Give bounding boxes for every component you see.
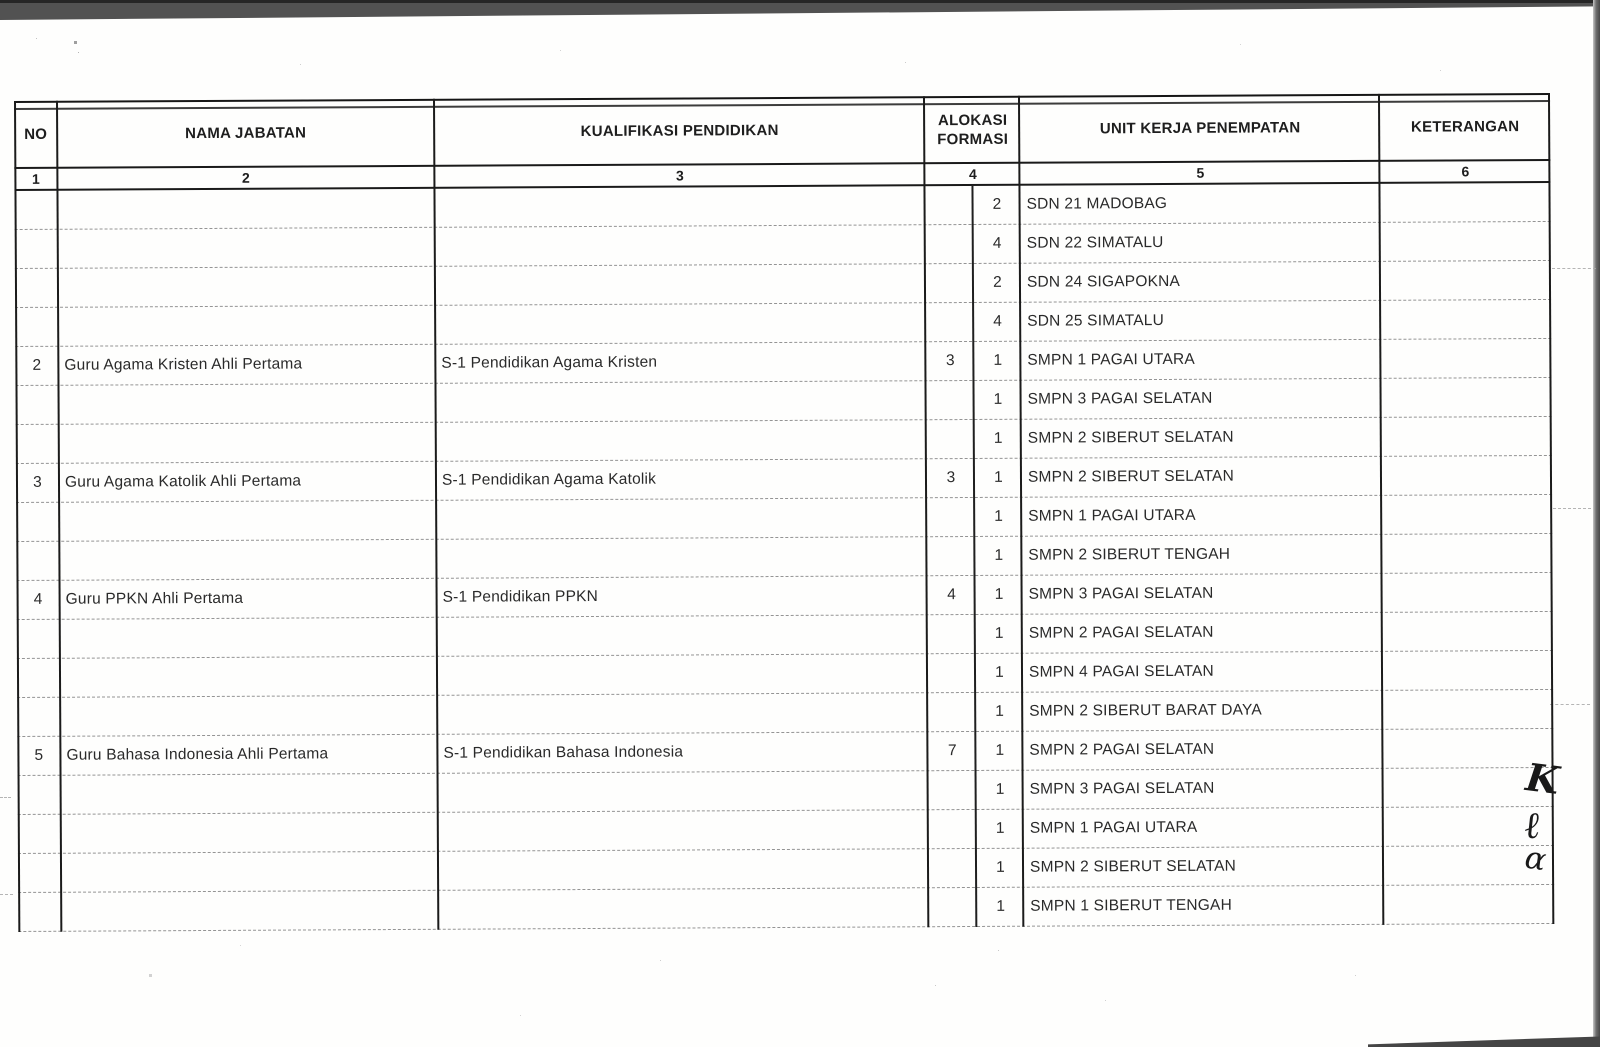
nama-jabatan-cell	[58, 267, 435, 307]
keterangan-cell	[1383, 651, 1553, 690]
nama-jabatan-cell	[58, 228, 435, 268]
unit-count-cell: 1	[994, 468, 1003, 486]
kualifikasi-cell	[437, 615, 928, 656]
kualifikasi-cell	[435, 225, 926, 266]
unit-kerja-cell: SMPN 3 PAGAI SELATAN	[1029, 779, 1215, 798]
kualifikasi-cell: S-1 Pendidikan PPKN	[442, 587, 599, 606]
alokasi-total-cell	[927, 420, 975, 458]
unit-kerja-cell: SMPN 1 SIBERUT TENGAH	[1030, 896, 1233, 915]
unit-kerja-cell: SMPN 2 PAGAI SELATAN	[1028, 623, 1214, 642]
nama-jabatan-cell: Guru Agama Kristen Ahli Pertama	[64, 355, 303, 374]
scanner-edge-right	[1593, 0, 1600, 1047]
unit-kerja-cell: SMPN 2 SIBERUT SELATAN	[1027, 467, 1234, 486]
column-number: 5	[1196, 164, 1205, 181]
unit-count-cell: 1	[994, 624, 1004, 642]
unit-count-cell: 1	[995, 780, 1005, 798]
alokasi-total-cell	[926, 303, 974, 341]
unit-count-cell: 2	[992, 273, 1002, 291]
no-cell	[18, 893, 61, 931]
no-cell	[18, 854, 61, 892]
keterangan-cell	[1382, 456, 1552, 495]
nama-jabatan-cell: Guru Agama Katolik Ahli Pertama	[64, 472, 302, 491]
unit-count-cell: 1	[994, 585, 1004, 603]
kualifikasi-cell	[434, 186, 925, 227]
no-cell	[18, 815, 61, 853]
no-cell	[16, 425, 59, 463]
scan-dash-artifact	[1552, 268, 1596, 269]
column-number: 1	[31, 170, 40, 187]
unit-count-cell: 4	[993, 312, 1003, 330]
no-cell	[14, 191, 57, 229]
unit-count-cell: 1	[995, 702, 1005, 720]
keterangan-cell	[1380, 183, 1550, 222]
alokasi-total-cell	[926, 225, 974, 263]
unit-kerja-cell: SMPN 1 PAGAI UTARA	[1029, 818, 1198, 837]
alokasi-total-cell	[927, 537, 975, 575]
unit-kerja-cell: SMPN 1 PAGAI UTARA	[1028, 506, 1196, 525]
unit-count-cell: 1	[995, 819, 1005, 837]
no-cell: 4	[33, 590, 43, 608]
kualifikasi-cell	[438, 849, 929, 890]
unit-kerja-cell: SMPN 2 SIBERUT BARAT DAYA	[1029, 701, 1262, 720]
alokasi-total-cell	[929, 888, 977, 926]
alokasi-total-cell	[929, 849, 977, 887]
keterangan-cell	[1382, 417, 1552, 456]
keterangan-cell	[1382, 573, 1552, 612]
kualifikasi-cell	[435, 303, 926, 344]
keterangan-cell	[1382, 495, 1552, 534]
nama-jabatan-cell	[61, 813, 438, 853]
unit-count-cell: 2	[992, 195, 1002, 213]
column-header: KETERANGAN	[1410, 118, 1520, 136]
scanner-edge-bottom-right	[1368, 1035, 1600, 1047]
no-cell: 3	[33, 473, 42, 491]
unit-kerja-cell: SMPN 2 SIBERUT TENGAH	[1028, 545, 1231, 564]
alokasi-total-cell: 3	[946, 469, 956, 487]
scan-dash-artifact	[1550, 704, 1590, 705]
kualifikasi-cell: S-1 Pendidikan Agama Katolik	[441, 470, 657, 489]
unit-count-cell: 1	[993, 390, 1003, 408]
unit-kerja-cell: SMPN 2 PAGAI SELATAN	[1029, 740, 1215, 759]
unit-count-cell: 1	[996, 858, 1005, 876]
keterangan-cell	[1381, 378, 1551, 417]
kualifikasi-cell	[435, 264, 926, 305]
alokasi-total-cell	[928, 693, 976, 731]
column-number: 4	[968, 165, 977, 183]
no-cell	[16, 542, 59, 580]
column-number: 6	[1461, 163, 1470, 180]
column-number: 2	[241, 169, 250, 186]
column-header: ALOKASI FORMASI	[937, 111, 1009, 149]
nama-jabatan-cell	[57, 189, 434, 229]
handwritten-initial-3: α	[1522, 839, 1549, 879]
unit-kerja-cell: SMPN 2 SIBERUT SELATAN	[1027, 428, 1234, 447]
table-body	[14, 183, 1554, 932]
alokasi-total-cell	[925, 186, 973, 224]
scan-dash-artifact	[1553, 508, 1591, 509]
nama-jabatan-cell	[58, 384, 435, 424]
nama-jabatan-cell	[60, 696, 437, 736]
no-cell	[18, 776, 61, 814]
keterangan-cell	[1381, 300, 1551, 339]
handwritten-initial-1: K	[1523, 754, 1562, 803]
unit-count-cell: 4	[992, 234, 1002, 252]
kualifikasi-cell	[436, 420, 927, 461]
nama-jabatan-cell	[59, 423, 436, 463]
alokasi-total-cell	[928, 615, 976, 653]
column-number: 3	[675, 167, 684, 184]
nama-jabatan-cell: Guru Bahasa Indonesia Ahli Pertama	[66, 745, 329, 764]
alokasi-total-cell	[928, 654, 976, 692]
alokasi-total-cell: 3	[945, 352, 955, 370]
kualifikasi-cell	[437, 654, 928, 695]
kualifikasi-cell	[435, 381, 926, 422]
keterangan-cell	[1382, 534, 1552, 573]
kualifikasi-cell	[438, 810, 929, 851]
unit-kerja-cell: SMPN 4 PAGAI SELATAN	[1028, 662, 1214, 681]
unit-kerja-cell: SMPN 3 PAGAI SELATAN	[1027, 389, 1213, 408]
unit-kerja-cell: SDN 21 MADOBAG	[1026, 194, 1168, 213]
nama-jabatan-cell	[60, 657, 437, 697]
alokasi-total-cell	[929, 810, 977, 848]
scan-noise-speckles	[0, 0, 1, 1]
kualifikasi-cell: S-1 Pendidikan Bahasa Indonesia	[443, 743, 684, 762]
nama-jabatan-cell	[61, 852, 438, 892]
nama-jabatan-cell	[60, 618, 437, 658]
keterangan-cell	[1383, 612, 1553, 651]
kualifikasi-cell	[438, 771, 929, 812]
unit-count-cell: 1	[993, 429, 1003, 447]
nama-jabatan-cell	[59, 540, 436, 580]
nama-jabatan-cell	[58, 306, 435, 346]
no-cell	[15, 308, 58, 346]
scanner-edge-top	[0, 0, 1600, 20]
alokasi-total-cell	[926, 264, 974, 302]
unit-count-cell: 1	[996, 897, 1006, 915]
unit-count-cell: 1	[994, 546, 1004, 564]
kualifikasi-cell	[437, 693, 928, 734]
kualifikasi-cell	[436, 537, 927, 578]
unit-count-cell: 1	[995, 741, 1005, 759]
unit-count-cell: 1	[993, 351, 1003, 369]
alokasi-total-cell: 7	[947, 742, 957, 760]
keterangan-cell	[1383, 690, 1553, 729]
no-cell: 2	[32, 356, 42, 374]
kualifikasi-cell	[438, 888, 929, 929]
unit-count-cell: 1	[995, 663, 1004, 681]
formation-table	[14, 93, 1554, 932]
unit-kerja-cell: SMPN 2 SIBERUT SELATAN	[1029, 857, 1237, 876]
unit-kerja-cell: SMPN 1 PAGAI UTARA	[1027, 350, 1195, 369]
keterangan-cell	[1381, 261, 1551, 300]
unit-kerja-cell: SDN 25 SIMATALU	[1027, 311, 1165, 330]
alokasi-total-cell	[927, 498, 975, 536]
no-cell	[15, 386, 58, 424]
no-cell	[16, 503, 59, 541]
kualifikasi-cell: S-1 Pendidikan Agama Kristen	[441, 353, 658, 372]
unit-count-cell: 1	[994, 507, 1004, 525]
handwritten-initial-2: ℓ	[1522, 803, 1541, 848]
scan-dash-artifact	[0, 894, 13, 895]
nama-jabatan-cell	[61, 774, 438, 814]
keterangan-cell	[1384, 885, 1554, 924]
unit-kerja-cell: SMPN 3 PAGAI SELATAN	[1028, 584, 1214, 603]
nama-jabatan-cell	[59, 501, 436, 541]
column-header: KUALIFIKASI PENDIDIKAN	[580, 122, 779, 141]
no-cell: 5	[34, 746, 44, 764]
nama-jabatan-cell	[61, 891, 438, 931]
nama-jabatan-cell: Guru PPKN Ahli Pertama	[65, 589, 244, 608]
unit-kerja-cell: SDN 24 SIGAPOKNA	[1026, 272, 1181, 291]
no-cell	[17, 659, 60, 697]
column-header: NO	[24, 126, 48, 144]
column-header: UNIT KERJA PENEMPATAN	[1099, 119, 1301, 138]
no-cell	[17, 698, 60, 736]
unit-kerja-cell: SDN 22 SIMATALU	[1026, 233, 1164, 252]
table-row	[18, 885, 1554, 932]
no-cell	[17, 620, 60, 658]
column-header: NAMA JABATAN	[185, 124, 307, 143]
scan-dash-artifact	[0, 797, 11, 798]
keterangan-cell	[1381, 222, 1551, 261]
keterangan-cell	[1381, 339, 1551, 378]
no-cell	[15, 230, 58, 268]
alokasi-total-cell	[929, 771, 977, 809]
alokasi-total-cell: 4	[947, 586, 957, 604]
no-cell	[15, 269, 58, 307]
alokasi-total-cell	[926, 381, 974, 419]
kualifikasi-cell	[436, 498, 927, 539]
